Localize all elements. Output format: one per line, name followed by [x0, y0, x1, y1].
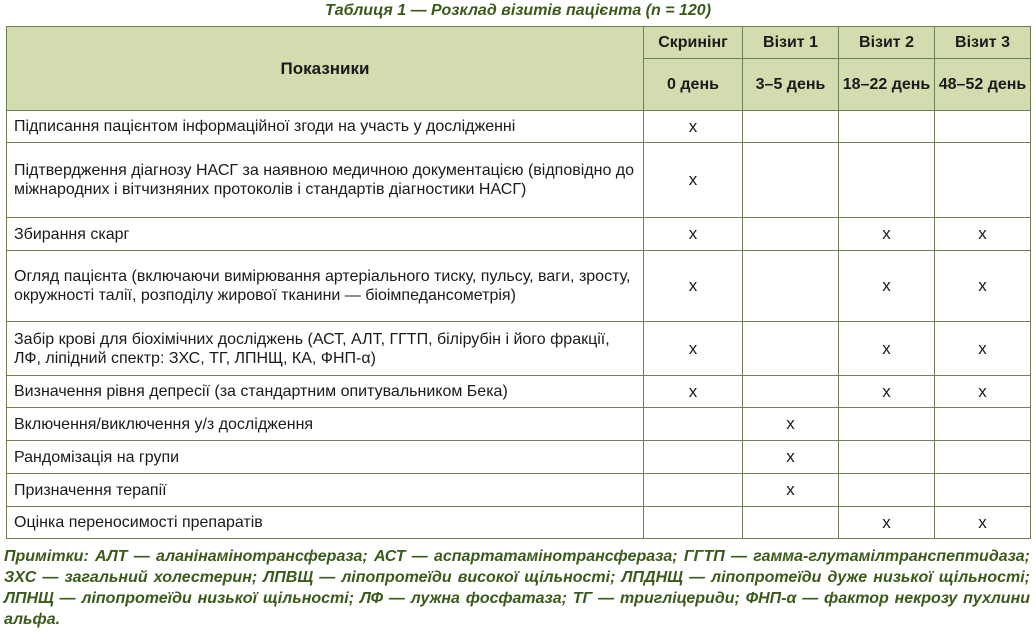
- row-label: Забір крові для біохімічних досліджень (АСТ, АЛТ, ГГТП, білірубін і його фракції, ЛФ, ліпідний спектр: ЗХС, ТГ, ЛПНЩ, КА, ФНП-α): [7, 322, 644, 376]
- header-visit-screening: Скринінг: [644, 27, 743, 59]
- mark-cell: [743, 218, 839, 251]
- mark-cell: x: [839, 376, 935, 408]
- row-label: Оцінка переносимості препаратів: [7, 507, 644, 539]
- row-label: Рандомізація на групи: [7, 441, 644, 474]
- mark-cell: [743, 111, 839, 143]
- mark-cell: x: [935, 322, 1031, 376]
- mark-cell: [743, 143, 839, 218]
- table-row: [7, 441, 1031, 474]
- mark-cell: [644, 441, 743, 474]
- mark-cell: x: [644, 218, 743, 251]
- mark-cell: x: [935, 507, 1031, 539]
- mark-cell: x: [644, 322, 743, 376]
- header-visit-1: Візит 1: [743, 27, 839, 59]
- row-label: Включення/виключення у/з дослідження: [7, 408, 644, 441]
- mark-cell: x: [743, 474, 839, 507]
- table-row: [7, 474, 1031, 507]
- mark-cell: x: [839, 218, 935, 251]
- mark-cell: [743, 507, 839, 539]
- mark-cell: x: [743, 441, 839, 474]
- header-visit-3: Візит 3: [935, 27, 1031, 59]
- mark-cell: [839, 474, 935, 507]
- mark-cell: x: [644, 111, 743, 143]
- table-row: [7, 322, 1031, 376]
- header-day-visit-2: 18–22 день: [839, 59, 935, 111]
- mark-cell: [743, 376, 839, 408]
- table-row: [7, 143, 1031, 218]
- mark-cell: x: [935, 251, 1031, 322]
- table-row: [7, 376, 1031, 408]
- table-caption: Таблиця 1 — Розклад візитів пацієнта (n = 120): [324, 2, 712, 19]
- mark-cell: [839, 408, 935, 441]
- table-row: [7, 251, 1031, 322]
- row-label: Збирання скарг: [7, 218, 644, 251]
- mark-cell: x: [839, 251, 935, 322]
- mark-cell: [839, 441, 935, 474]
- table-row: [7, 507, 1031, 539]
- row-label: Підписання пацієнтом інформаційної згоди на участь у дослідженні: [7, 111, 644, 143]
- mark-cell: x: [644, 143, 743, 218]
- visit-schedule-table: [6, 26, 1031, 539]
- mark-cell: [935, 474, 1031, 507]
- mark-cell: x: [743, 408, 839, 441]
- mark-cell: [935, 143, 1031, 218]
- mark-cell: [935, 408, 1031, 441]
- mark-cell: [743, 322, 839, 376]
- mark-cell: [935, 111, 1031, 143]
- mark-cell: x: [935, 218, 1031, 251]
- mark-cell: x: [644, 376, 743, 408]
- mark-cell: x: [935, 376, 1031, 408]
- row-label: Огляд пацієнта (включаючи вимірювання артеріального тиску, пульсу, ваги, зросту, окружності талії, розподілу жирової тканини — біоімпедансометрія): [7, 251, 644, 322]
- mark-cell: [839, 111, 935, 143]
- row-label: Призначення терапії: [7, 474, 644, 507]
- header-day-visit-3: 48–52 день: [935, 59, 1031, 111]
- header-indicators: Показники: [7, 27, 644, 111]
- row-label: Підтвердження діагнозу НАСГ за наявною медичною документацією (відповідно до міжнародних і вітчизняних протоколів і стандартів діагностики НАСГ): [7, 143, 644, 218]
- mark-cell: [644, 507, 743, 539]
- mark-cell: x: [839, 507, 935, 539]
- mark-cell: [935, 441, 1031, 474]
- mark-cell: x: [644, 251, 743, 322]
- table-row: [7, 111, 1031, 143]
- mark-cell: [644, 408, 743, 441]
- row-label: Визначення рівня депресії (за стандартним опитувальником Бека): [7, 376, 644, 408]
- table-row: [7, 408, 1031, 441]
- table-row: [7, 218, 1031, 251]
- header-day-screening: 0 день: [644, 59, 743, 111]
- mark-cell: [839, 143, 935, 218]
- mark-cell: [743, 251, 839, 322]
- header-visit-2: Візит 2: [839, 27, 935, 59]
- mark-cell: [644, 474, 743, 507]
- table-notes: Примітки: АЛТ — аланінамінотрансфераза; АСТ — аспартатамінотрансфераза; ГГТП — гамма-глутамілтранспептидаза; ЗХС — загальний холестерин; ЛПВЩ — ліпопротеїди високої щільності; ЛПДНЩ — ліпопротеїди дуже низької щільності; ЛПНЩ — ліпопротеїди низької щільності; ЛФ — лужна фосфатаза; ТГ — тригліцериди; ФНП-α — фактор некрозу пухлини альфа.: [4, 548, 1030, 628]
- header-day-visit-1: 3–5 день: [743, 59, 839, 111]
- mark-cell: x: [839, 322, 935, 376]
